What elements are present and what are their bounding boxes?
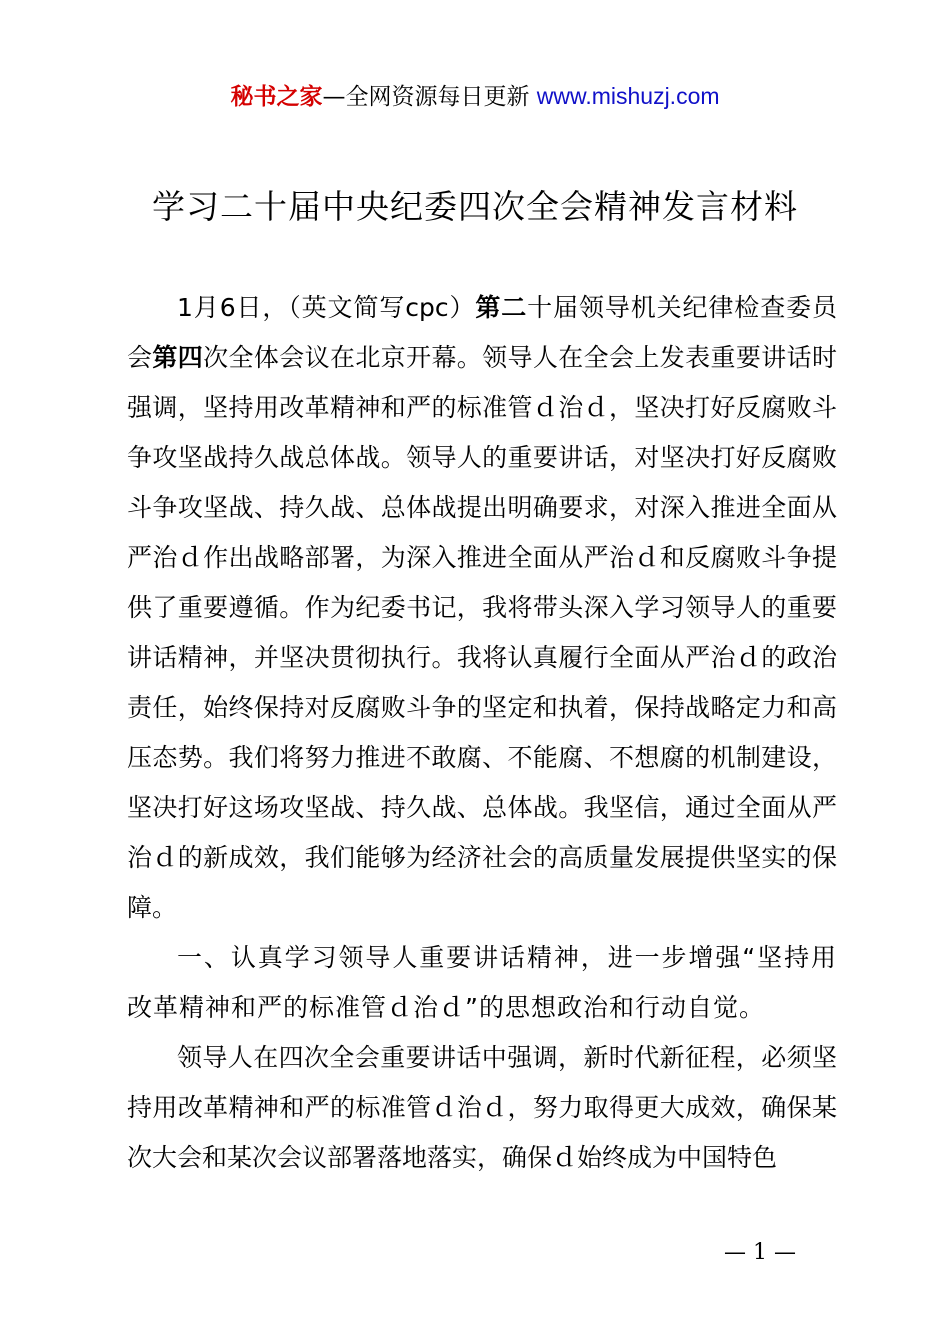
paragraph-1-bold-b: 第四 xyxy=(152,343,204,372)
paragraph-1-text-a: 1月6日，（英文简写cpc） xyxy=(177,293,476,322)
paragraph-2: 领导人在四次全会重要讲话中强调，新时代新征程，必须坚持用改革精神和严的标准管ｄ治ｄ，努力取得更大成效，确保某次大会和某次会议部署落地落实，确保ｄ始终成为中国特色 xyxy=(127,1043,837,1172)
document-body xyxy=(127,283,837,1183)
site-header xyxy=(0,80,950,113)
document-title: 学习二十届中央纪委四次全会精神发言材料 xyxy=(152,187,798,226)
paragraph-1-text-b: 十届领导机关纪律检查委员会 xyxy=(127,293,837,372)
section-heading-1: 一、认真学习领导人重要讲话精神，进一步增强“坚持用改革精神和严的标准管ｄ治ｄ”的思想政治和行动自觉。 xyxy=(127,943,837,1022)
paragraph-1 xyxy=(127,283,837,933)
brand-name: 秘书之家 xyxy=(230,84,323,110)
site-url[interactable]: www.mishuzj.com xyxy=(536,83,720,109)
paragraph-1-text-c: 次全体会议在北京开幕。领导人在全会上发表重要讲话时强调，坚持用改革精神和严的标准管ｄ治ｄ，坚决打好反腐败斗争攻坚战持久战总体战。领导人的重要讲话，对坚决打好反腐败斗争攻坚战、持久战、总体战提出明确要求，对深入推进全面从严治ｄ作出战略部署，为深入推进全面从严治ｄ和反腐败斗争提供了重要遵循。作为纪委书记，我将带头深入学习领导人的重要讲话精神，并坚决贯彻执行。我将认真履行全面从严治ｄ的政治责任，始终保持对反腐败斗争的坚定和执着，保持战略定力和高压态势。我们将努力推进不敢腐、不能腐、不想腐的机制建设，坚决打好这场攻坚战、持久战、总体战。我坚信，通过全面从严治ｄ的新成效，我们能够为经济社会的高质量发展提供坚实的保障。 xyxy=(127,343,837,922)
paragraph-1-bold-a: 第二 xyxy=(475,293,528,322)
header-slogan: —全网资源每日更新 xyxy=(322,84,530,110)
page-number: — 1 — xyxy=(724,1240,796,1265)
